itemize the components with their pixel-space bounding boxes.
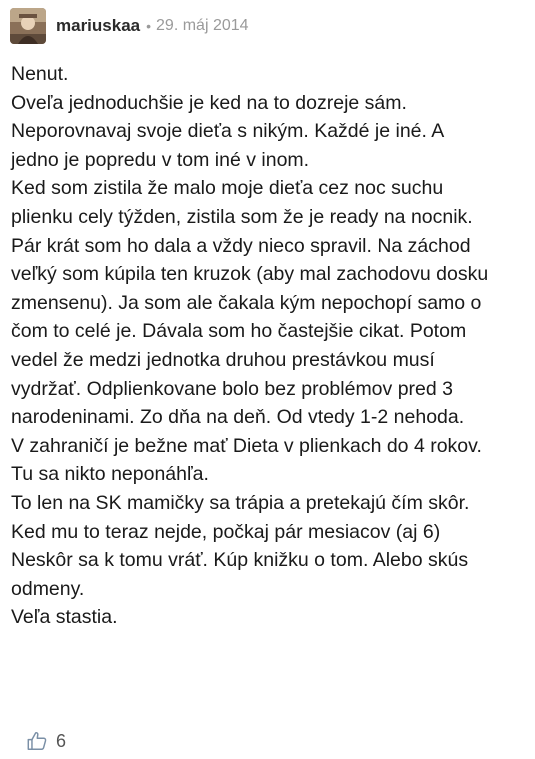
comment-text-line: čom to celé je. Dávala som ho častejšie cikat. Potom: [11, 320, 467, 343]
comment-body: [11, 60, 526, 632]
comment-date: 29. máj 2014: [156, 17, 249, 34]
thumbs-up-icon[interactable]: [26, 730, 48, 752]
comment-text-line: To len na SK mamičky sa trápia a pretekajú čím skôr.: [11, 491, 470, 514]
comment-text-line: V zahraničí je bežne mať Dieta v plienkach do 4 rokov.: [11, 434, 482, 457]
comment-text-line: zmensenu). Ja som ale čakala kým nepochopí samo o: [11, 291, 482, 314]
comment-text-line: Pár krát som ho dala a vždy nieco spravil. Na záchod: [11, 234, 471, 257]
username[interactable]: mariuskaa: [56, 16, 141, 35]
comment-text-line: Oveľa jednoduchšie je ked na to dozreje sám.: [11, 91, 407, 114]
comment-text-line: Veľa stastia.: [11, 606, 118, 629]
meta-separator: •: [146, 18, 152, 34]
comment-footer: [26, 728, 66, 754]
comment-text-line: Ked mu to teraz nejde, počkaj pár mesiacov (aj 6): [11, 520, 441, 543]
comment-text-line: Tu sa nikto neponáhľa.: [11, 463, 209, 486]
avatar[interactable]: [10, 8, 46, 44]
comment-text-line: vydržať. Odplienkovane bolo bez problémov pred 3: [11, 377, 453, 400]
comment-text-line: Nenut.: [11, 63, 69, 85]
comment-text-line: jedno je popredu v tom iné v inom.: [11, 148, 310, 171]
comment-text-line: vedel že medzi jednotka druhou prestávkou musí: [11, 348, 435, 371]
like-button[interactable]: [26, 730, 66, 752]
comment-text-line: Neskôr sa k tomu vráť. Kúp knižku o tom. Alebo skús: [11, 549, 469, 572]
comment-text-line: veľký som kúpila ten kruzok (aby mal zachodovu dosku: [11, 263, 489, 286]
comment-text-line: plienku cely týžden, zistila som že je ready na nocnik.: [11, 205, 473, 228]
comment-text-line: odmeny.: [11, 577, 85, 600]
like-count: 6: [56, 730, 67, 751]
comment-text-line: narodeninami. Zo dňa na deň. Od vtedy 1-2 nehoda.: [11, 406, 465, 429]
avatar-image: [10, 8, 46, 44]
comment-header: [10, 8, 249, 44]
comment-text-line: Neporovnavaj svoje dieťa s nikým. Každé je iné. A: [11, 120, 445, 143]
comment-text-line: Ked som zistila že malo moje dieťa cez noc suchu: [11, 177, 444, 200]
